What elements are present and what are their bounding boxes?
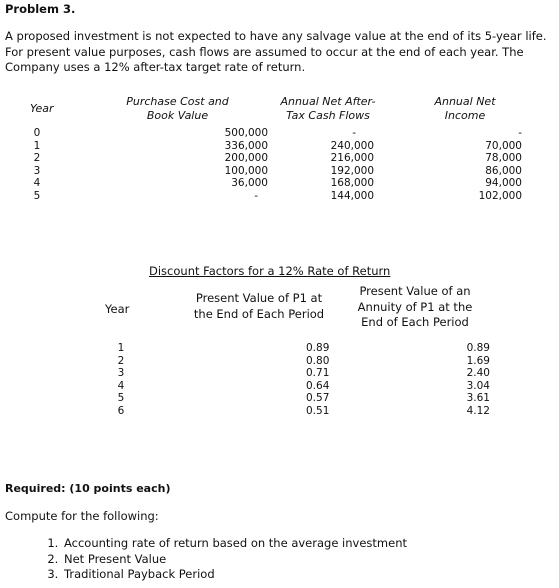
t2-year-cell: 6 <box>117 404 125 417</box>
t1-income-cell: - <box>518 127 522 139</box>
t1-income-cell: 94,000 <box>485 177 522 190</box>
t1-purchase-cell: 36,000 <box>231 177 268 190</box>
t1-header-year: Year <box>30 102 54 115</box>
t1-year-cell: 4 <box>33 177 41 190</box>
t2-year-cell: 5 <box>117 392 125 405</box>
t1-cashflows-cell: - <box>352 127 356 139</box>
t1-cashflows-cell: 144,000 <box>330 189 374 202</box>
t2-header-pv-line1: Present Value of P1 at <box>195 291 323 305</box>
t1-header-income-line2: Income <box>444 109 486 122</box>
t1-cashflows-column <box>290 127 374 203</box>
t2-year-cell: 3 <box>117 367 125 380</box>
t2-pv-cell: 0.57 <box>306 392 330 405</box>
t1-purchase-cell: 100,000 <box>224 164 268 177</box>
t1-purchase-cell: 200,000 <box>224 152 268 165</box>
t2-pv-cell: 0.71 <box>306 367 330 380</box>
task-list <box>42 536 407 583</box>
t2-annuity-cell: 3.61 <box>466 392 490 405</box>
t2-annuity-cell: 2.40 <box>466 367 490 380</box>
discount-table-title: Discount Factors for a 12% Rate of Return <box>149 264 391 278</box>
t1-header-cashflows <box>258 95 398 123</box>
t1-header-purchase-line2: Book Value <box>146 109 209 122</box>
t2-header-annuity <box>340 284 490 331</box>
compute-instruction: Compute for the following: <box>5 509 159 523</box>
task-item: 2. Net Present Value <box>62 552 407 568</box>
t2-header-annuity-line2: Annuity of P1 at the <box>357 299 473 314</box>
t2-year-cell: 2 <box>117 354 125 367</box>
t1-cashflows-cell: 168,000 <box>330 177 374 190</box>
t2-header-pv-line2: the End of Each Period <box>193 306 325 321</box>
t1-header-cashflows-line1: Annual Net After- <box>280 95 376 108</box>
t1-income-column <box>432 127 522 203</box>
t1-purchase-cell: 500,000 <box>224 127 268 139</box>
problem-intro: A proposed investment is not expected to have any salvage value at the end of its 5-year life. For present value purposes, cash flows are assumed to occur at the end of each year. The Company uses a 12% after-tax target rate of return. <box>5 29 547 74</box>
problem-heading: Problem 3. <box>5 2 76 16</box>
t1-year-cell: 3 <box>33 164 41 177</box>
task-item: 3. Traditional Payback Period <box>62 567 407 583</box>
t1-purchase-cell: - <box>254 189 258 202</box>
t2-pv-cell: 0.89 <box>306 342 330 354</box>
t1-cashflows-cell: 216,000 <box>330 152 374 165</box>
t1-purchase-cell: 336,000 <box>224 139 268 152</box>
t2-year-column <box>114 342 128 418</box>
t2-pv-cell: 0.51 <box>306 404 330 417</box>
t1-income-cell: 78,000 <box>485 152 522 165</box>
t1-header-cashflows-line2: Tax Cash Flows <box>286 109 370 122</box>
t1-year-cell: 0 <box>33 127 41 139</box>
t1-cashflows-cell: 192,000 <box>330 164 374 177</box>
t1-header-income-line1: Annual Net <box>434 95 496 108</box>
t1-year-column <box>30 127 44 203</box>
t2-pv-column <box>306 342 329 418</box>
t2-year-cell: 1 <box>117 342 125 354</box>
t1-purchase-column <box>190 127 268 203</box>
t2-annuity-column <box>440 342 490 418</box>
t1-year-cell: 2 <box>33 152 41 165</box>
t1-year-cell: 5 <box>33 189 41 202</box>
task-item: 1. Accounting rate of return based on the average investment <box>62 536 407 552</box>
t2-header-annuity-line3: End of Each Period <box>361 315 469 329</box>
t2-header-pv <box>178 291 340 322</box>
t1-income-cell: 86,000 <box>485 164 522 177</box>
t2-annuity-cell: 0.89 <box>466 342 490 354</box>
t1-cashflows-cell: 240,000 <box>330 139 374 152</box>
t2-header-annuity-line1: Present Value of an <box>359 284 471 298</box>
t1-income-cell: 70,000 <box>485 139 522 152</box>
t1-header-income <box>410 95 520 123</box>
t1-income-cell: 102,000 <box>478 189 522 202</box>
t2-annuity-cell: 1.69 <box>466 354 490 367</box>
t2-pv-cell: 0.80 <box>306 354 330 367</box>
t2-annuity-cell: 4.12 <box>466 404 490 417</box>
t2-year-cell: 4 <box>117 379 125 392</box>
t1-year-cell: 1 <box>33 139 41 152</box>
t1-header-purchase <box>105 95 250 123</box>
required-label: Required: (10 points each) <box>5 482 171 495</box>
t2-header-year: Year <box>105 302 130 316</box>
t1-header-purchase-line1: Purchase Cost and <box>126 95 229 108</box>
t2-pv-cell: 0.64 <box>306 379 330 392</box>
t2-annuity-cell: 3.04 <box>466 379 490 392</box>
